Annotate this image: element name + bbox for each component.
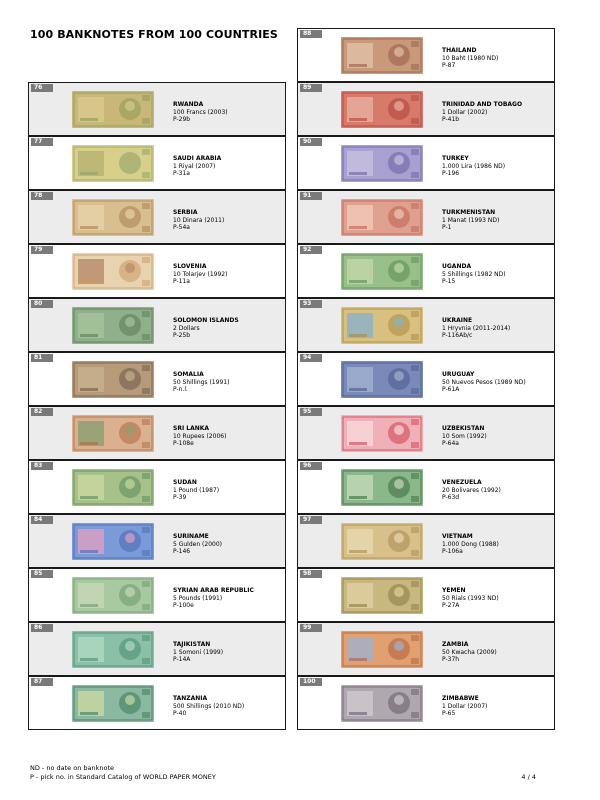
entry-info xyxy=(442,641,497,664)
entry-number: 96 xyxy=(300,462,322,470)
banknote-entry xyxy=(297,244,555,298)
denomination: 1 Manat (1993 ND) xyxy=(442,216,500,224)
denomination: 10 Tolarjev (1992) xyxy=(173,270,228,278)
denomination: 1 Dollar (2002) xyxy=(442,108,488,116)
denomination: 20 Bolivares (1992) xyxy=(442,486,501,494)
entry-number: 84 xyxy=(31,516,53,524)
pick-number: P-61A xyxy=(442,386,460,394)
entry-info xyxy=(442,47,498,70)
banknote-image xyxy=(341,361,423,398)
denomination: 5 Shillings (1982 ND) xyxy=(442,270,506,278)
banknote-entry xyxy=(28,298,286,352)
entry-info xyxy=(442,155,505,178)
banknote-image xyxy=(341,253,423,290)
pick-number: P-196 xyxy=(442,170,460,178)
entry-info xyxy=(442,479,501,502)
banknote-entry xyxy=(28,244,286,298)
pick-number: P-63d xyxy=(442,494,460,502)
banknote-image xyxy=(72,199,154,236)
banknote-entry xyxy=(28,190,286,244)
pick-number: P-65 xyxy=(442,710,456,718)
entry-info xyxy=(442,695,487,718)
banknote-entry xyxy=(28,514,286,568)
country-name: TURKEY xyxy=(442,155,469,162)
banknote-entry xyxy=(28,568,286,622)
entry-number: 78 xyxy=(31,192,53,200)
banknote-entry xyxy=(297,136,555,190)
entry-info xyxy=(442,371,526,394)
pick-number: P-29b xyxy=(173,116,191,124)
denomination: 500 Shillings (2010 ND) xyxy=(173,702,245,710)
banknote-image xyxy=(72,91,154,128)
pick-number: P-15 xyxy=(442,278,456,286)
banknote-entry xyxy=(297,190,555,244)
banknote-entry xyxy=(297,514,555,568)
entry-number: 98 xyxy=(300,570,322,578)
page-title: 100 BANKNOTES FROM 100 COUNTRIES xyxy=(30,28,278,41)
banknote-image xyxy=(341,37,423,74)
country-name: VENEZUELA xyxy=(442,479,482,486)
entry-number: 91 xyxy=(300,192,322,200)
entry-info xyxy=(173,695,244,718)
entry-info xyxy=(173,641,223,664)
banknote-image xyxy=(72,361,154,398)
entry-number: 79 xyxy=(31,246,53,254)
banknote-image xyxy=(341,631,423,668)
country-name: SAUDI ARABIA xyxy=(173,155,222,162)
denomination: 10 Rupees (2006) xyxy=(173,432,227,440)
banknote-image xyxy=(72,523,154,560)
pick-number: P-64a xyxy=(442,440,459,448)
entry-info xyxy=(442,101,522,124)
banknote-entry xyxy=(28,136,286,190)
country-name: TRINIDAD AND TOBAGO xyxy=(442,101,523,108)
denomination: 2 Dollars xyxy=(173,324,200,332)
pick-number: P-14A xyxy=(173,656,191,664)
banknote-image xyxy=(72,307,154,344)
entry-info xyxy=(442,209,499,232)
pick-number: P-1 xyxy=(442,224,452,232)
entry-number: 94 xyxy=(300,354,322,362)
pick-number: P-37h xyxy=(442,656,460,664)
banknote-image xyxy=(72,145,154,182)
country-name: ZAMBIA xyxy=(442,641,469,648)
banknote-image xyxy=(341,577,423,614)
country-name: TURKMENISTAN xyxy=(442,209,496,216)
denomination: 50 Shillings (1991) xyxy=(173,378,230,386)
pick-number: P-11a xyxy=(173,278,190,286)
banknote-image xyxy=(72,469,154,506)
banknote-entry xyxy=(28,676,286,730)
pick-number: P-108e xyxy=(173,440,194,448)
country-name: SYRIAN ARAB REPUBLIC xyxy=(173,587,254,594)
pick-number: P-27A xyxy=(442,602,460,610)
entry-info xyxy=(173,479,219,502)
denomination: 5 Gulden (2000) xyxy=(173,540,223,548)
entry-number: 88 xyxy=(300,30,322,38)
footer-notes xyxy=(30,764,216,782)
banknote-image xyxy=(341,685,423,722)
pick-number: P-106a xyxy=(442,548,463,556)
entry-info xyxy=(442,317,510,340)
entry-info xyxy=(442,533,499,556)
pick-number: P-31a xyxy=(173,170,190,178)
entry-number: 86 xyxy=(31,624,53,632)
pick-number: P-87 xyxy=(442,62,456,70)
entry-info xyxy=(173,371,229,394)
banknote-image xyxy=(341,415,423,452)
country-name: SERBIA xyxy=(173,209,198,216)
banknote-image xyxy=(341,145,423,182)
country-name: THAILAND xyxy=(442,47,477,54)
country-name: TAJIKISTAN xyxy=(173,641,211,648)
banknote-entry xyxy=(297,622,555,676)
country-name: ZIMBABWE xyxy=(442,695,479,702)
footer-note-nd: ND - no date on banknote xyxy=(30,764,115,772)
banknote-entry xyxy=(297,406,555,460)
entry-number: 90 xyxy=(300,138,322,146)
banknote-image xyxy=(341,199,423,236)
denomination: 1 Somoni (1999) xyxy=(173,648,224,656)
pick-number: P-146 xyxy=(173,548,191,556)
banknote-entry xyxy=(297,460,555,514)
country-name: SOMALIA xyxy=(173,371,204,378)
country-name: TANZANIA xyxy=(173,695,208,702)
banknote-entry xyxy=(297,676,555,730)
banknote-image xyxy=(72,577,154,614)
page-number: 4 / 4 xyxy=(521,773,536,781)
entry-number: 97 xyxy=(300,516,322,524)
entry-info xyxy=(442,587,499,610)
banknote-entry xyxy=(28,82,286,136)
country-name: SRI LANKA xyxy=(173,425,210,432)
country-name: SLOVENIA xyxy=(173,263,207,270)
banknote-entry xyxy=(28,352,286,406)
banknote-entry xyxy=(28,460,286,514)
banknote-image xyxy=(341,307,423,344)
denomination: 1 Pound (1987) xyxy=(173,486,220,494)
country-name: RWANDA xyxy=(173,101,204,108)
entry-number: 80 xyxy=(31,300,53,308)
entry-info xyxy=(173,209,224,232)
entry-info xyxy=(173,533,222,556)
entry-number: 87 xyxy=(31,678,53,686)
denomination: 1 Hryvnia (2011-2014) xyxy=(442,324,511,332)
pick-number: P-40 xyxy=(173,710,187,718)
banknote-entry xyxy=(297,568,555,622)
country-name: UKRAINE xyxy=(442,317,473,324)
denomination: 100 Francs (2003) xyxy=(173,108,228,116)
banknote-entry xyxy=(28,622,286,676)
denomination: 50 Rials (1993 ND) xyxy=(442,594,499,602)
pick-number: P-100e xyxy=(173,602,194,610)
entry-number: 100 xyxy=(300,678,322,686)
country-name: SOLOMON ISLANDS xyxy=(173,317,239,324)
denomination: 5 Pounds (1991) xyxy=(173,594,223,602)
pick-number: P-54a xyxy=(173,224,190,232)
pick-number: P-116Ab/c xyxy=(442,332,473,340)
entry-number: 83 xyxy=(31,462,53,470)
entry-info xyxy=(173,317,239,340)
entry-number: 95 xyxy=(300,408,322,416)
country-name: VIETNAM xyxy=(442,533,473,540)
denomination: 10 Baht (1980 ND) xyxy=(442,54,499,62)
banknote-image xyxy=(72,415,154,452)
banknote-image xyxy=(72,685,154,722)
denomination: 1.000 Dong (1988) xyxy=(442,540,499,548)
banknote-image xyxy=(341,469,423,506)
entry-number: 89 xyxy=(300,84,322,92)
banknote-entry xyxy=(297,82,555,136)
banknote-entry xyxy=(28,406,286,460)
entry-info xyxy=(173,425,226,448)
banknote-image xyxy=(341,523,423,560)
footer-note-pick: P - pick no. in Standard Catalog of WORLD PAPER MONEY xyxy=(30,773,216,781)
entry-info xyxy=(173,263,227,286)
denomination: 10 Dinara (2011) xyxy=(173,216,225,224)
country-name: UGANDA xyxy=(442,263,472,270)
denomination: 10 Som (1992) xyxy=(442,432,487,440)
entry-info xyxy=(173,587,254,610)
country-name: SUDAN xyxy=(173,479,197,486)
denomination: 1 Dollar (2007) xyxy=(442,702,488,710)
entry-number: 81 xyxy=(31,354,53,362)
entry-number: 92 xyxy=(300,246,322,254)
entry-number: 85 xyxy=(31,570,53,578)
denomination: 1.000 Lira (1986 ND) xyxy=(442,162,506,170)
banknote-entry xyxy=(297,28,555,82)
banknote-entry xyxy=(297,352,555,406)
country-name: YEMEN xyxy=(442,587,466,594)
pick-number: P-41b xyxy=(442,116,460,124)
denomination: 1 Riyal (2007) xyxy=(173,162,216,170)
denomination: 50 Kwacha (2009) xyxy=(442,648,497,656)
entry-number: 82 xyxy=(31,408,53,416)
pick-number: P-n.l. xyxy=(173,386,188,394)
entry-number: 93 xyxy=(300,300,322,308)
entry-number: 77 xyxy=(31,138,53,146)
entry-info xyxy=(442,425,487,448)
entry-number: 99 xyxy=(300,624,322,632)
pick-number: P-25b xyxy=(173,332,191,340)
entry-number: 76 xyxy=(31,84,53,92)
country-name: UZBEKISTAN xyxy=(442,425,485,432)
banknote-image xyxy=(72,253,154,290)
entry-info xyxy=(173,101,228,124)
banknote-image xyxy=(341,91,423,128)
pick-number: P-39 xyxy=(173,494,187,502)
denomination: 50 Nuevos Pesos (1989 ND) xyxy=(442,378,526,386)
country-name: SURINAME xyxy=(173,533,209,540)
banknote-entry xyxy=(297,298,555,352)
banknote-image xyxy=(72,631,154,668)
entry-info xyxy=(442,263,506,286)
entry-info xyxy=(173,155,221,178)
country-name: URUGUAY xyxy=(442,371,475,378)
